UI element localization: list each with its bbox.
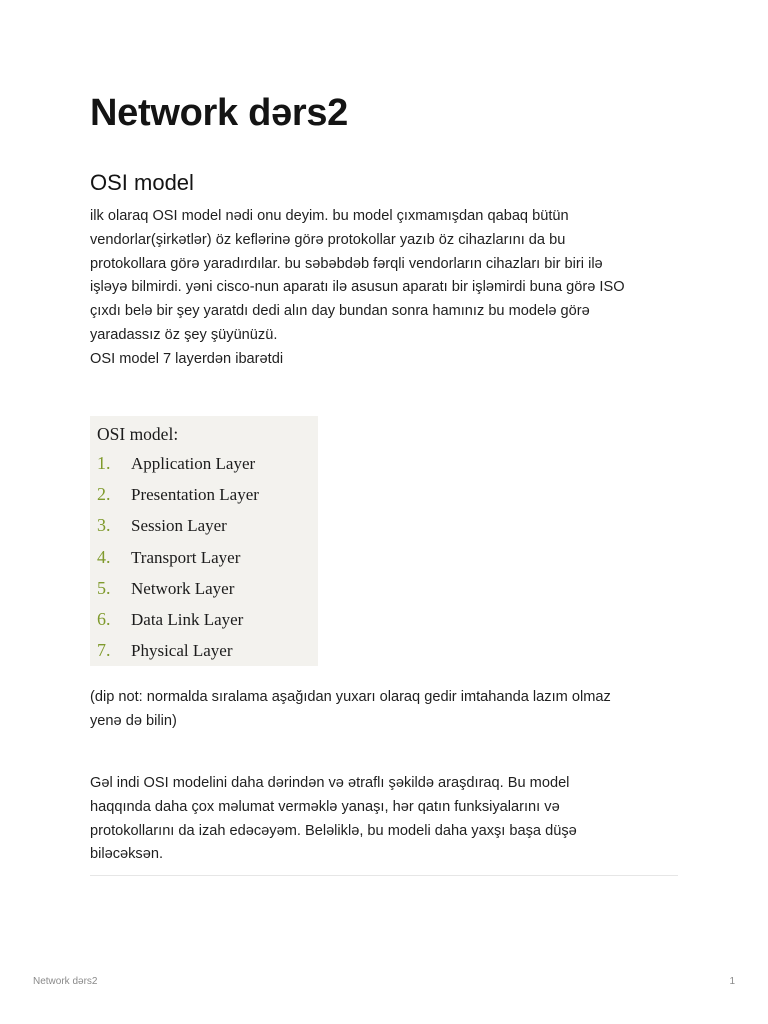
osi-layer-label: Session Layer — [131, 516, 227, 536]
osi-layer-label: Application Layer — [131, 454, 256, 473]
osi-layer-number: 2. — [97, 484, 111, 505]
intro-line: yaradassız öz şey şüyünüzü. — [90, 326, 278, 343]
footer-doc-name: Network dərs2 — [33, 976, 98, 987]
closing-line: Gəl indi OSI modelini daha dərindən və ətraflı şəkildə araşdıraq. Bu model — [90, 775, 570, 791]
osi-layer-item — [97, 547, 259, 578]
osi-model-image — [90, 416, 318, 666]
osi-layer-label: Presentation Layer — [131, 485, 259, 505]
intro-line: protokollara görə yaradırdılar. bu səbəbdəb fərqli vendorların cihazları bir biri ilə — [90, 255, 603, 272]
osi-layer-label: Transport Layer — [131, 547, 241, 567]
osi-layer-item — [97, 484, 259, 515]
osi-layer-number: 1. — [97, 453, 111, 473]
intro-line: vendorlar(şirkətlər) öz keflərinə görə protokollar yazıb öz cihazlarını da bu — [90, 231, 566, 248]
intro-line: OSI model 7 layerdən ibarətdi — [90, 350, 284, 367]
osi-layer-item — [97, 515, 259, 546]
page-title: Network dərs2 — [90, 92, 348, 134]
closing-line: protokollarını da izah edəcəyəm. Beləliklə, bu modeli daha yaxşı başa düşə — [90, 822, 577, 839]
osi-layer-number: 4. — [97, 546, 111, 567]
intro-paragraph — [90, 205, 678, 372]
note-line: yenə də bilin) — [90, 712, 177, 729]
osi-layer-number: 3. — [97, 515, 111, 536]
footer-page-number: 1 — [729, 976, 735, 987]
osi-layer-label: Physical Layer — [131, 641, 233, 661]
closing-line: biləcəksən. — [90, 846, 164, 863]
osi-layer-item — [97, 609, 259, 640]
osi-layer-number: 6. — [97, 608, 111, 629]
osi-layer-label: Data Link Layer — [131, 609, 244, 629]
section-divider — [90, 875, 678, 876]
osi-image-heading: OSI model: — [97, 424, 179, 444]
osi-layer-number: 5. — [97, 577, 111, 598]
osi-layer-item — [97, 640, 259, 671]
note-line: (dip not: normalda sıralama aşağıdan yuxarı olaraq gedir imtahanda lazım olmaz — [90, 689, 611, 705]
osi-layer-item — [97, 453, 259, 484]
intro-line: çıxdı belə bir şey yaratdı dedi alın day bundan sonra hamınız bu modelə görə — [90, 303, 590, 320]
osi-layer-label: Network Layer — [131, 578, 235, 598]
osi-layer-list — [97, 453, 259, 671]
closing-paragraph — [90, 772, 678, 867]
osi-layer-item — [97, 578, 259, 609]
intro-line: ilk olaraq OSI model nədi onu deyim. bu model çıxmamışdan qabaq bütün — [90, 208, 569, 224]
closing-line: haqqında daha çox məlumat verməklə yanaşı, hər qatın funksiyalarını və — [90, 798, 560, 815]
osi-layer-number: 7. — [97, 640, 111, 661]
section-heading: OSI model — [90, 170, 194, 195]
note-paragraph — [90, 686, 678, 734]
intro-line: işləyə bilmirdi. yəni cisco-nun aparatı ilə asusun aparatı bir işləmirdi buna görə ISO — [90, 279, 625, 296]
